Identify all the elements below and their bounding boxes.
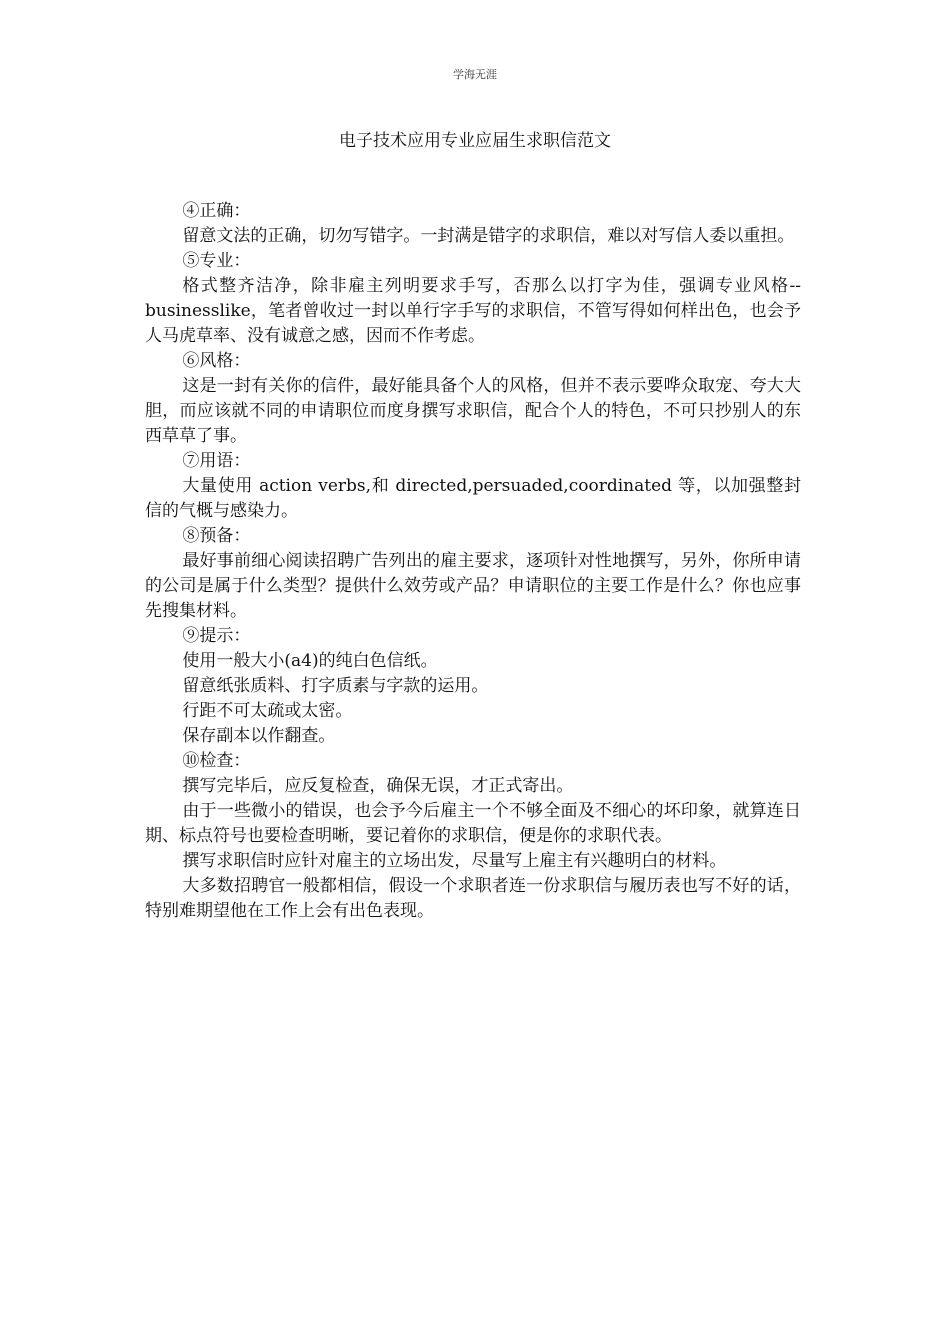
section-heading-wording: ⑦用语： (182, 451, 251, 471)
paragraph: 留意文法的正确，切勿写错字。一封满是错字的求职信，难以对写信人委以重担。 (182, 226, 795, 246)
page-header: 学海无涯 (453, 68, 497, 81)
paragraph: 由于一些微小的错误，也会予今后雇主一个不够全面及不细心的坏印象，就算连日期、标点符号也要检查明晰，要记着你的求职信，便是你的求职代表。 (145, 801, 801, 846)
paragraph: 这是一封有关你的信件，最好能具备个人的风格，但并不表示要哗众取宠、夸大大胆，而应该就不同的申请职位而度身撰写求职信，配合个人的特色，不可只抄别人的东西草草了事。 (145, 376, 801, 446)
section-heading-check: ⑩检查： (182, 751, 251, 771)
section-heading-professional: ⑤专业： (182, 251, 251, 271)
paragraph: 撰写求职信时应针对雇主的立场出发，尽量写上雇主有兴趣明白的材料。 (182, 851, 727, 871)
paragraph: 行距不可太疏或太密。 (182, 701, 353, 721)
paragraph: 使用一般大小(a4)的纯白色信纸。 (182, 651, 438, 671)
section-heading-tips: ⑨提示： (182, 626, 251, 646)
paragraph: 撰写完毕后，应反复检查，确保无误，才正式寄出。 (182, 776, 574, 796)
paragraph: 格式整齐洁净，除非雇主列明要求手写，否那么以打字为佳，强调专业风格--businesslike，笔者曾收过一封以单行字手写的求职信，不管写得如何样出色，也会予人马虎草率、没有诚意之感，因而不作考虑。 (145, 276, 801, 346)
paragraph: 大量使用 action verbs,和 directed,persuaded,coordinated 等，以加强整封信的气概与感染力。 (145, 476, 801, 521)
paragraph: 最好事前细心阅读招聘广告列出的雇主要求，逐项针对性地撰写，另外，你所申请的公司是属于什么类型？提供什么效劳或产品？申请职位的主要工作是什么？你也应事先搜集材料。 (145, 551, 801, 621)
section-heading-correctness: ④正确： (182, 201, 251, 221)
document-body (145, 199, 801, 924)
paragraph: 留意纸张质料、打字质素与字款的运用。 (182, 676, 489, 696)
paragraph: 保存副本以作翻查。 (182, 726, 336, 746)
section-heading-preparation: ⑧预备： (182, 526, 251, 546)
section-heading-style: ⑥风格： (182, 351, 251, 371)
paragraph: 大多数招聘官一般都相信，假设一个求职者连一份求职信与履历表也写不好的话，特别难期望他在工作上会有出色表现。 (145, 876, 801, 921)
document-title: 电子技术应用专业应届生求职信范文 (339, 131, 611, 151)
